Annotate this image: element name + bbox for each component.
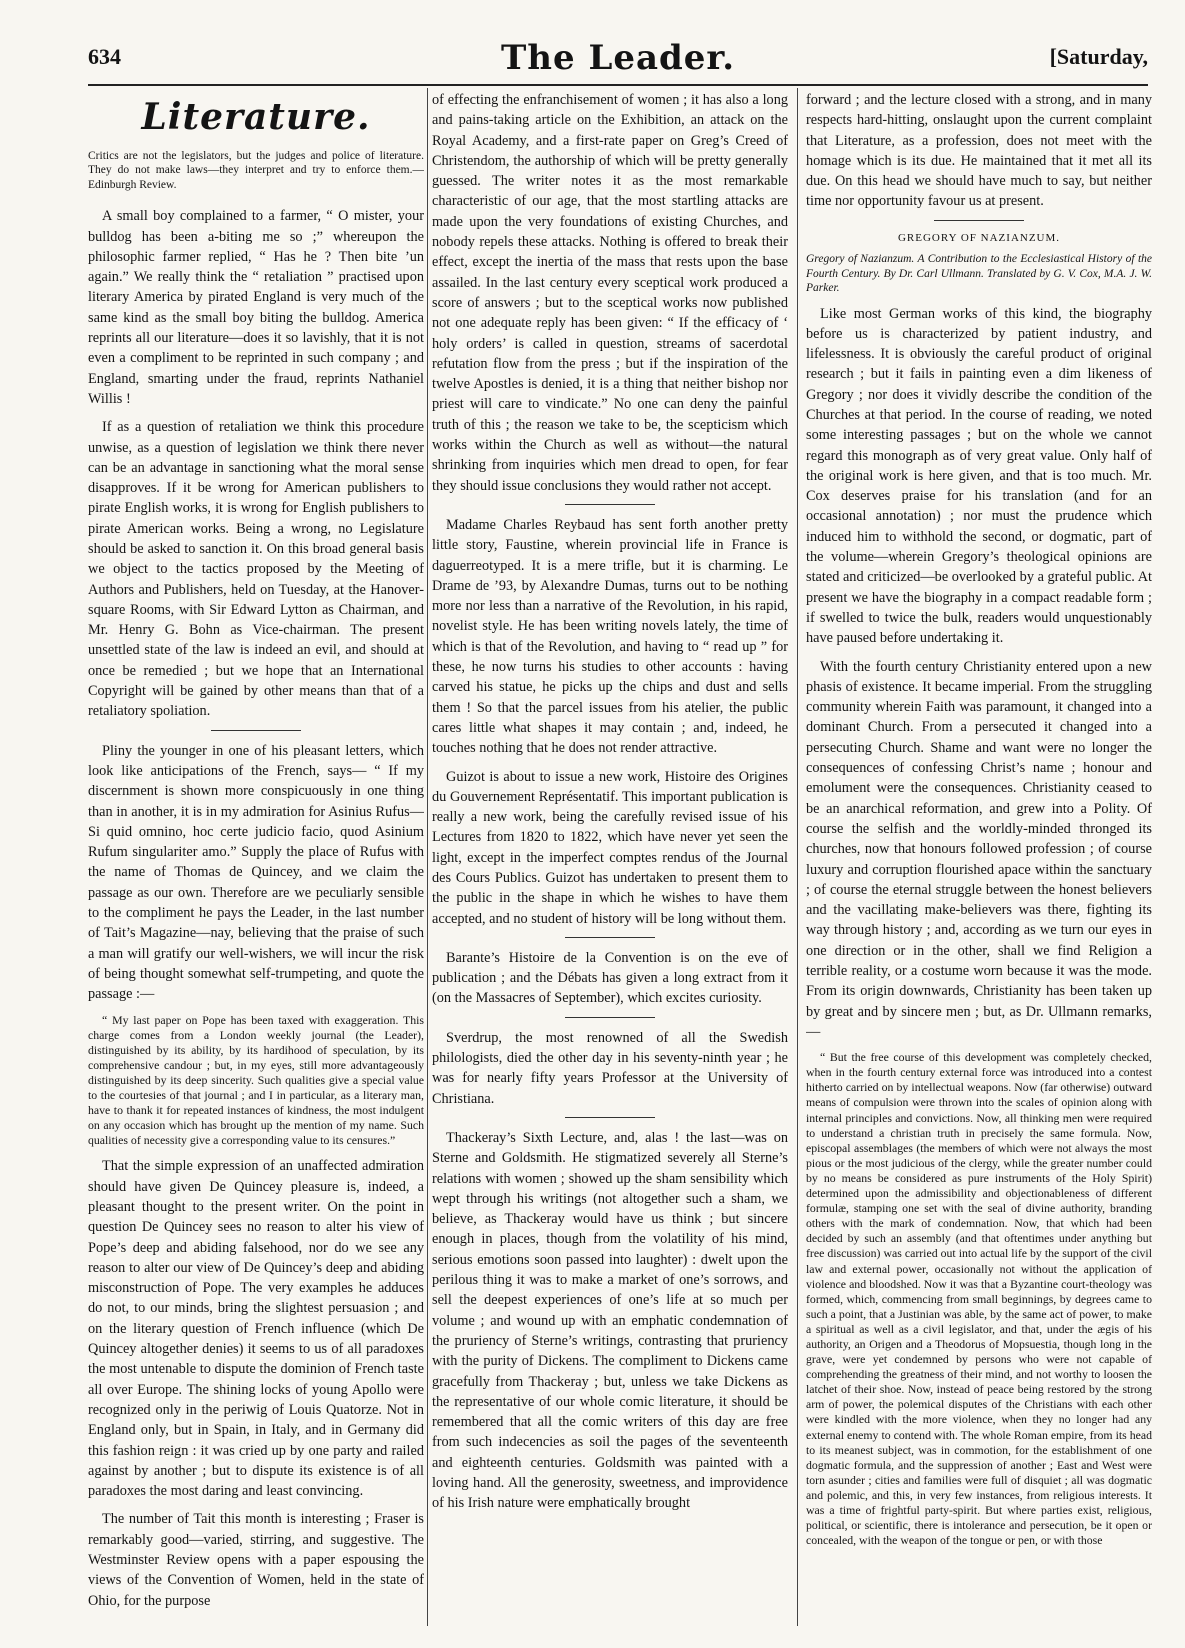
quotation: “ My last paper on Pope has been taxed with exaggeration. This charge comes from a London weekly journal (the Leader), distinguished by its ability, by its hardihood of speculation, by its comprehensive candour ; but, in my eyes, still more advantageously distinguished by its deep sincerity. Such qualities give a special value to the courtesies of that journal ; and I in particular, as a literary man, have to thank it for repeated instances of kindness, the most indulgent on any occasion which has brought up the mention of my name. Such qualities of necessity give a corresponding value to its censures.” [88,1012,424,1148]
column-divider [797,88,798,1626]
separator-rule [565,1017,655,1018]
paragraph: forward ; and the lecture closed with a strong, and in many respects hard-hitting, onslaught upon the current complaint that Literature, as a profession, does not meet with the homage which is its due. He maintained that it met all its due. On this head we should have much to say, but neither time nor opportunity favour us at present. [806,92,1152,210]
separator-rule [565,1117,655,1118]
column-divider [427,88,428,1626]
separator-rule [565,504,655,505]
book-citation: Gregory of Nazianzum. A Contribution to the Ecclesiastical History of the Fourth Century. By Dr. Carl Ullmann. Translated by G. V. Cox, M.A. J. W. Parker. [806,253,1152,295]
article-heading: GREGORY OF NAZIANZUM. [897,231,1061,244]
page-header [88,38,1148,78]
day-label: [Saturday, [1049,44,1148,69]
paragraph: If as a question of retaliation we think this procedure unwise, as a question of legislation we think there never can be an advantage in sanctioning what the moral sense disapproves. If it be wrong for American publishers to pirate English works, it is wrong for English publishers to pirate American works. Being a wrong, no Legislature should be asked to sanction it. On this broad general basis we object to the tactics proposed by the Meeting of Authors and Publishers, held on Tuesday, at the Hanover-square Rooms, with Sir Edward Lytton as Chairman, and Mr. Henry G. Bohn as Vice-chairman. The present unsettled state of the law is indeed an evil, and should at once be remedied ; but we hope that an International Copyright will be gained by other means than that of a retaliatory spoliation. [88,419,424,720]
paragraph: That the simple expression of an unaffected admiration should have given De Quincey pleasure is, indeed, a pleasant thought to the present writer. On the point in question De Quincey sees no reason to alter his view of Pope’s deep and abiding falsehood, nor do we see any reason to alter our view of De Quincey’s deep and abiding misconstruction of Pope. The very examples he adduces do not, to our minds, bring the slightest persuasion ; and on the literary question of French influence (which De Quincey altogether denies) it seems to us of all paradoxes the most untenable to dispute the dominion of French taste all over Europe. The shining locks of young Apollo were recognized only in the periwig of Louis Quatorze. Not in England only, but in Spain, in Italy, and in Germany did this fashion reign : it was cried up by one party and railed against by another ; but to dispute its existence is of all paradoxes the most daring and least convincing. [88,1158,424,1500]
header-rule [88,84,1148,86]
separator-rule [565,937,655,938]
section-title: Literature. [141,96,371,138]
paragraph: Madame Charles Reybaud has sent forth another pretty little story, Faustine, wherein provincial life in France is daguerreotyped. It is a mere trifle, but it is charming. Le Drame de ’93, by Alexandre Dumas, turns out to be nothing more nor less than a narrative of the Revolution, in his rapid, novelist style. He has been writing novels lately, the time of which is that of the Revolution, and having to “ read up ” for these, he now turns his studies to other accounts : having carved his statue, he picks up the chips and dust and sells them ! So that the parcel issues from his atelier, the public cares little what shapes it may contain ; and, indeed, he touches nothing that he does not render attractive. [432,516,788,757]
paragraph: A small boy complained to a farmer, “ O mister, your bulldog has been a-biting me so ;” whereupon the philosophic farmer replied, “ Has he ? Then bite ’un again.” We really think the “ retaliation ” practised upon literary America by pirated England is very much of the same kind as the small boy biting the bulldog. America reprints all our literature—does it so lavishly, that it is not even a compliment to be reprinted in such company ; and England, smarting under the fraud, reprints Nathaniel Willis ! [88,208,424,407]
paragraph: Like most German works of this kind, the biography before us is characterized by patient industry, and lifelessness. It is obviously the careful product of original research ; but it fails in painting even a dim likeness of Gregory ; nor does it vividly describe the condition of the Churches at that period. In the course of reading, we noted some interesting passages ; but on the whole we cannot regard this monograph as of very great value. Only half of the original work is here given, and that is too much. Mr. Cox deserves praise for his translation (and for an occasional annotation) ; nor must the prudence which induced him to withhold the second, or dogmatic, part of the volume—wherein Gregory’s theological opinions are stated and criticized—be overlooked by a grateful public. At present we have the biography in a compact readable form ; if swelled to twice the bulk, readers would unquestionably have paused before undertaking it. [806,305,1152,647]
page-number: 634 [88,44,121,69]
quotation: “ But the free course of this development was completely checked, when in the fourth century external force was introduced into a contest hitherto carried on by intellectual weapons. Now (far otherwise) outward means of compulsion were thrown into the scales of opinion along with internal principles and convictions. Now, all thinking men were required to understand a christian truth in precisely the same formula. Now, episcopal assemblages (the members of which were not always the most pious or the most judicious of the clergy, while the greater number could by no means be considered as pure instruments of the Holy Spirit) determined upon the admissibility and objectionableness of different formulæ, stamping one set with the seal of divine authority, branding others with the mark of condemnation. Now, that which had been decided by such an assembly (and that oftentimes under anything but free discussion) was carried out into actual life by the support of the civil law and external power, occasionally not without the application of violence and bloodshed. Now it was that a Byzantine court-theology was formed, which, commencing from small beginnings, by degrees came to such a point, that a Justinian was able, by the same act of power, to make a spiritual as well as a civil legislator, and that, under the ægis of his authority, an Origen and a Theodorus of Mopsuestia, though long in the grave, were yet condemned by persons who were not capable of comprehending the greatness of their mind, and not worthy to loosen the latchet of their shoe. Now, instead of peace being restored by the strong arm of power, the polemical disputes of the Christians with each other were kindled with the more violence, when they no longer had any external enemy to contend with. The whole Roman empire, from its head to its meanest subject, was in commotion, for the establishment of one dogmatic formula, and the suppression of another ; East and West were torn asunder ; cities and families were full of disquiet ; all was dogmatic and polemic, and this, in very few instances, from religious interests. It was a time of frightful party-spirit. But where parties exist, religious, political, or scientific, there is intolerance and persecution, be it open or concealed, with the weapon of the tongue or pen, or with those [806,1050,1152,1548]
paragraph: With the fourth century Christianity entered upon a new phasis of existence. It became imperial. From the struggling community wherein Faith was paramount, it changed into a dominant Church. From a persecuted it changed into a persecuting Church. Shame and want were no longer the consequences of confessing Christ’s name ; honour and emolument were the consequences. Christianity ceased to be an anarchical reformation, and grew into a Polity. Of course the selfish and the worldly-minded thronged its churches, now that honours followed profession ; of course luxury and corruption flourished apace within the sanctuary ; of course the eternal struggle between the honest believers and the vacillating make-believers was there, fighting its way through history ; and, according as we turn our eyes in one direction or in the other, shall we find Religion a terrible reality, or a costume worn because it was the mode. From its origin downwards, Christianity has been taken up by great and by sincere men ; but, as Dr. Ullmann remarks,— [806,658,1152,1040]
paragraph: Sverdrup, the most renowned of all the Swedish philologists, died the other day in his seventy-ninth year ; he was for nearly fifty years Professor at the University of Christiana. [432,1029,788,1107]
column-3 [806,90,1152,1624]
paragraph: of effecting the enfranchisement of women ; it has also a long and pains-taking article on the Exhibition, an attack on the Royal Academy, and a first-rate paper on Greg’s Creed of Christendom, the authorship of which will be pretty generally guessed. The writer notes it as the most remarkable characteristic of our age, that the most startling attacks are made upon the very foundations of existing Churches, and nobody repels these attacks. Nothing is offered to break their effect, except the inertia of the mass that rests upon the base assailed. In the last century every sceptical work produced a score of answers ; but to the sceptical works now published not one adequate reply has been given: “ If the efficacy of ‘ holy orders’ is called in question, streams of sacerdotal refutation flow from the press ; but if the inspiration of the twelve Apostles is denied, it is a thing that neither bishop nor priest will care to vindicate.” No one can deny the painful truth of this ; the reason we take to be, the scepticism which works within the Church as well as without—the natural shrinking from inquiries which men dread to open, for fear they should issue conclusions they would rather not accept. [432,92,788,494]
column-1 [88,90,424,1624]
separator-rule [934,220,1024,221]
paragraph: Barante’s Histoire de la Convention is on the eve of publication ; and the Débats has given a long extract from it (on the Massacres of September), which excites curiosity. [432,949,788,1007]
column-2 [432,90,788,1624]
masthead: The Leader. [500,38,736,78]
paragraph: Guizot is about to issue a new work, Histoire des Origines du Gouvernement Représentatif. This important publication is really a new work, being the carefully revised issue of his Lectures from 1820 to 1822, which have never yet seen the light, except in the imperfect comptes rendus of the Journal des Cours Publics. Guizot has undertaken to present them to the public in the shape in which he wishes to have them accepted, and no student of history will be long without them. [432,768,788,927]
paragraph: Thackeray’s Sixth Lecture, and, alas ! the last—was on Sterne and Goldsmith. He stigmatized severely all Sterne’s relations with women ; showed up the sham sensibility which wept through his writings (not altogether such a sham, we believe, as Thackeray would have us think ; but sincere enough in places, though from the volatility of his mind, serious emotions soon passed into laughter) : dwelt upon the perilous thing it was to make a market of one’s sorrows, and sell the deepest experiences of one’s life at so much per volume ; and wound up with an emphatic condemnation of the pruriency of Sterne’s writings, contrasting that pruriency with the purity of Dickens. The compliment to Dickens came gracefully from Thackeray ; but, unless we take Dickens as the representative of our whole comic literature, it should be remembered that all the comic writers of this day are free from such indecencies as soil the pages of the seventeenth and eighteenth centuries. Goldsmith was painted with a loving hand. All the generosity, sweetness, and improvidence of his Irish nature were emphatically brought [432,1129,788,1512]
separator-rule [211,730,301,731]
paragraph: Pliny the younger in one of his pleasant letters, which look like anticipations of the French, says— “ If my discernment is shown more conspicuously in one thing than in another, it is in my admiration for Asinius Rufus—Si quid omnino, hoc certe judicio facio, quod Asinium Rufum singulariter amo.” Supply the place of Rufus with the name of Thomas de Quincey, and we claim the passage as our own. Therefore are we peculiarly sensible to the compliment he pays the Leader, in the last number of Tait’s Magazine—nay, believing that the praise of such a man will gratify our well-wishers, we will incur the risk of being thought somewhat self-trumpeting, and quote the passage :— [88,742,424,1003]
paragraph: The number of Tait this month is interesting ; Fraser is remarkably good—varied, stirring, and suggestive. The Westminster Review opens with a paper espousing the views of the Convention of Women, held in the state of Ohio, for the purpose [88,1511,424,1609]
epigraph: Critics are not the legislators, but the judges and police of literature. They do not make laws—they interpret and try to enforce them.—Edinburgh Review. [88,150,424,191]
